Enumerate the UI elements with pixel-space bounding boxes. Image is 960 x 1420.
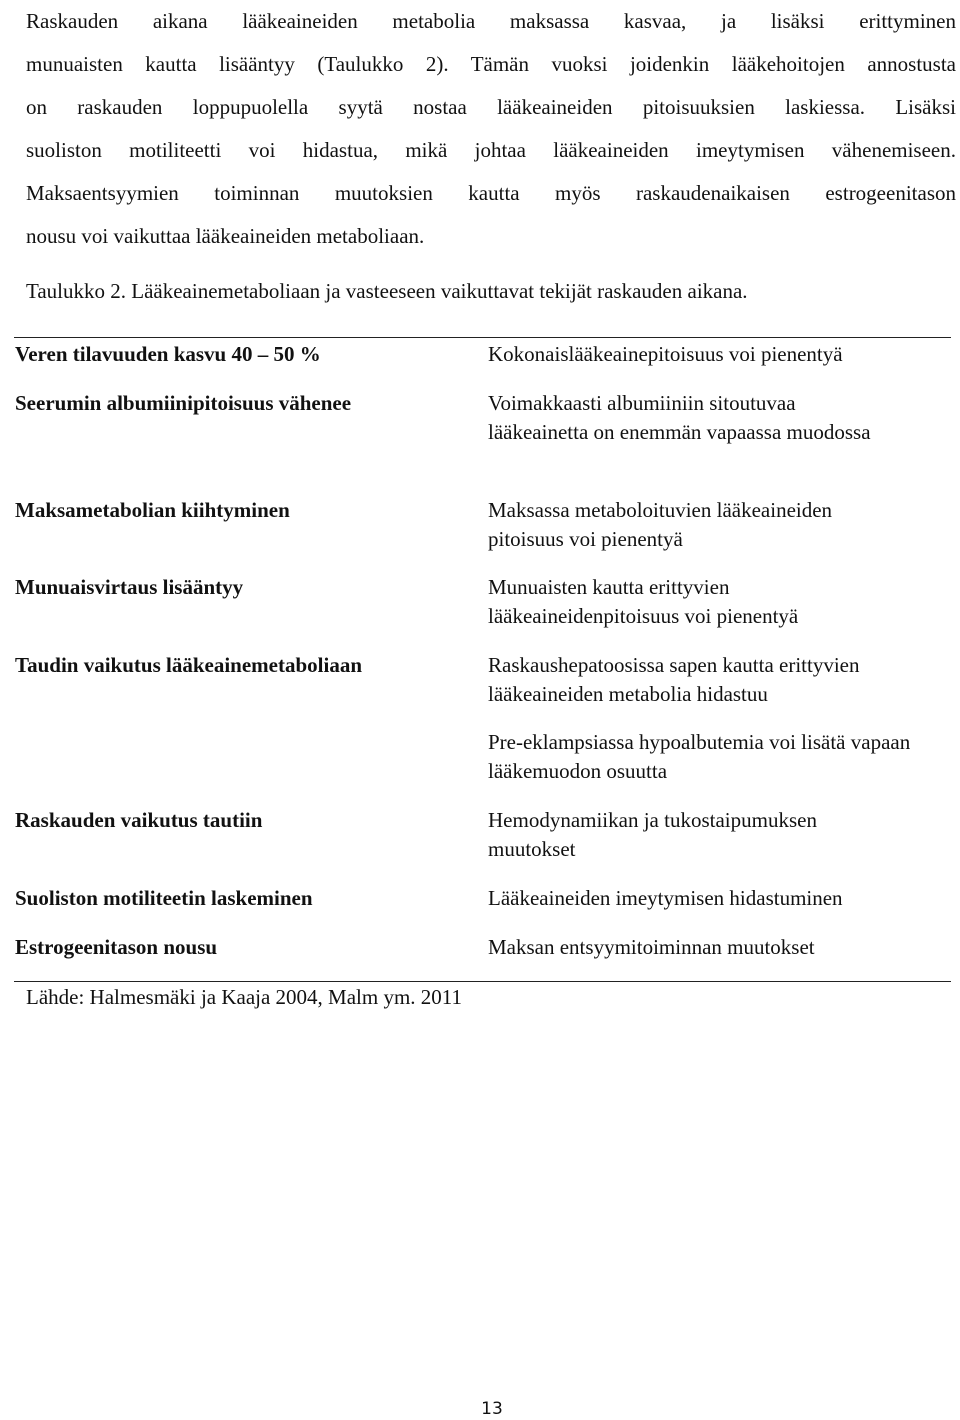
effect-cell: Lääkeaineiden imeytymisen hidastuminen [488,886,843,910]
effect-cell: Maksan entsyymitoiminnan muutokset [488,935,815,959]
paragraph-line: Raskauden aikana lääkeaineiden metabolia maksassa kasvaa, ja lisäksi erittyminen [26,9,956,33]
factor-cell: Veren tilavuuden kasvu 40 – 50 % [15,342,321,366]
effect-cell: Kokonaislääkeainepitoisuus voi pienentyä [488,342,843,366]
paragraph-line: suoliston motiliteetti voi hidastua, mikä johtaa lääkeaineiden imeytymisen vähenemiseen. [26,138,956,162]
table-top-rule [14,337,951,338]
factor-cell: Raskauden vaikutus tautiin [15,808,263,832]
factor-cell: Seerumin albumiinipitoisuus vähenee [15,391,352,415]
effect-cell: Pre-eklampsiassa hypoalbutemia voi lisätä vapaan lääkemuodon osuutta [488,730,911,783]
table-source: Lähde: Halmesmäki ja Kaaja 2004, Malm ym. 2011 [26,985,463,1009]
factor-cell: Taudin vaikutus lääkeainemetaboliaan [15,653,362,677]
factor-cell: Estrogeenitason nousu [15,935,218,959]
effect-cell: Raskaushepatoosissa sapen kautta erittyvien lääkeaineiden metabolia hidastuu [488,653,860,706]
factor-cell: Maksametabolian kiihtyminen [15,498,290,522]
body-paragraph [26,0,956,258]
effect-cell: Munuaisten kautta erittyvien lääkeaineidenpitoisuus voi pienentyä [488,575,799,628]
effect-cell: Voimakkaasti albumiiniin sitoutuvaa lääkeainetta on enemmän vapaassa muodossa [488,391,871,444]
paragraph-line: munuaisten kautta lisääntyy (Taulukko 2). Tämän vuoksi joidenkin lääkehoitojen annostusta [26,52,956,76]
factor-cell: Munuaisvirtaus lisääntyy [15,575,244,599]
paragraph-line: Maksaentsyymien toiminnan muutoksien kautta myös raskaudenaikaisen estrogeenitason [26,181,956,205]
paragraph-line: nousu voi vaikuttaa lääkeaineiden metaboliaan. [26,224,425,248]
paragraph-line: on raskauden loppupuolella syytä nostaa lääkeaineiden pitoisuuksien laskiessa. Lisäksi [26,95,956,119]
effect-cell: Hemodynamiikan ja tukostaipumuksen muutokset [488,808,817,861]
table-caption: Taulukko 2. Lääkeainemetaboliaan ja vasteeseen vaikuttavat tekijät raskauden aikana. [26,279,748,303]
page-number: 13 [481,1399,503,1419]
factor-cell: Suoliston motiliteetin laskeminen [15,886,313,910]
effect-cell: Maksassa metaboloituvien lääkeaineiden pitoisuus voi pienentyä [488,498,833,551]
table-bottom-rule [14,981,951,982]
